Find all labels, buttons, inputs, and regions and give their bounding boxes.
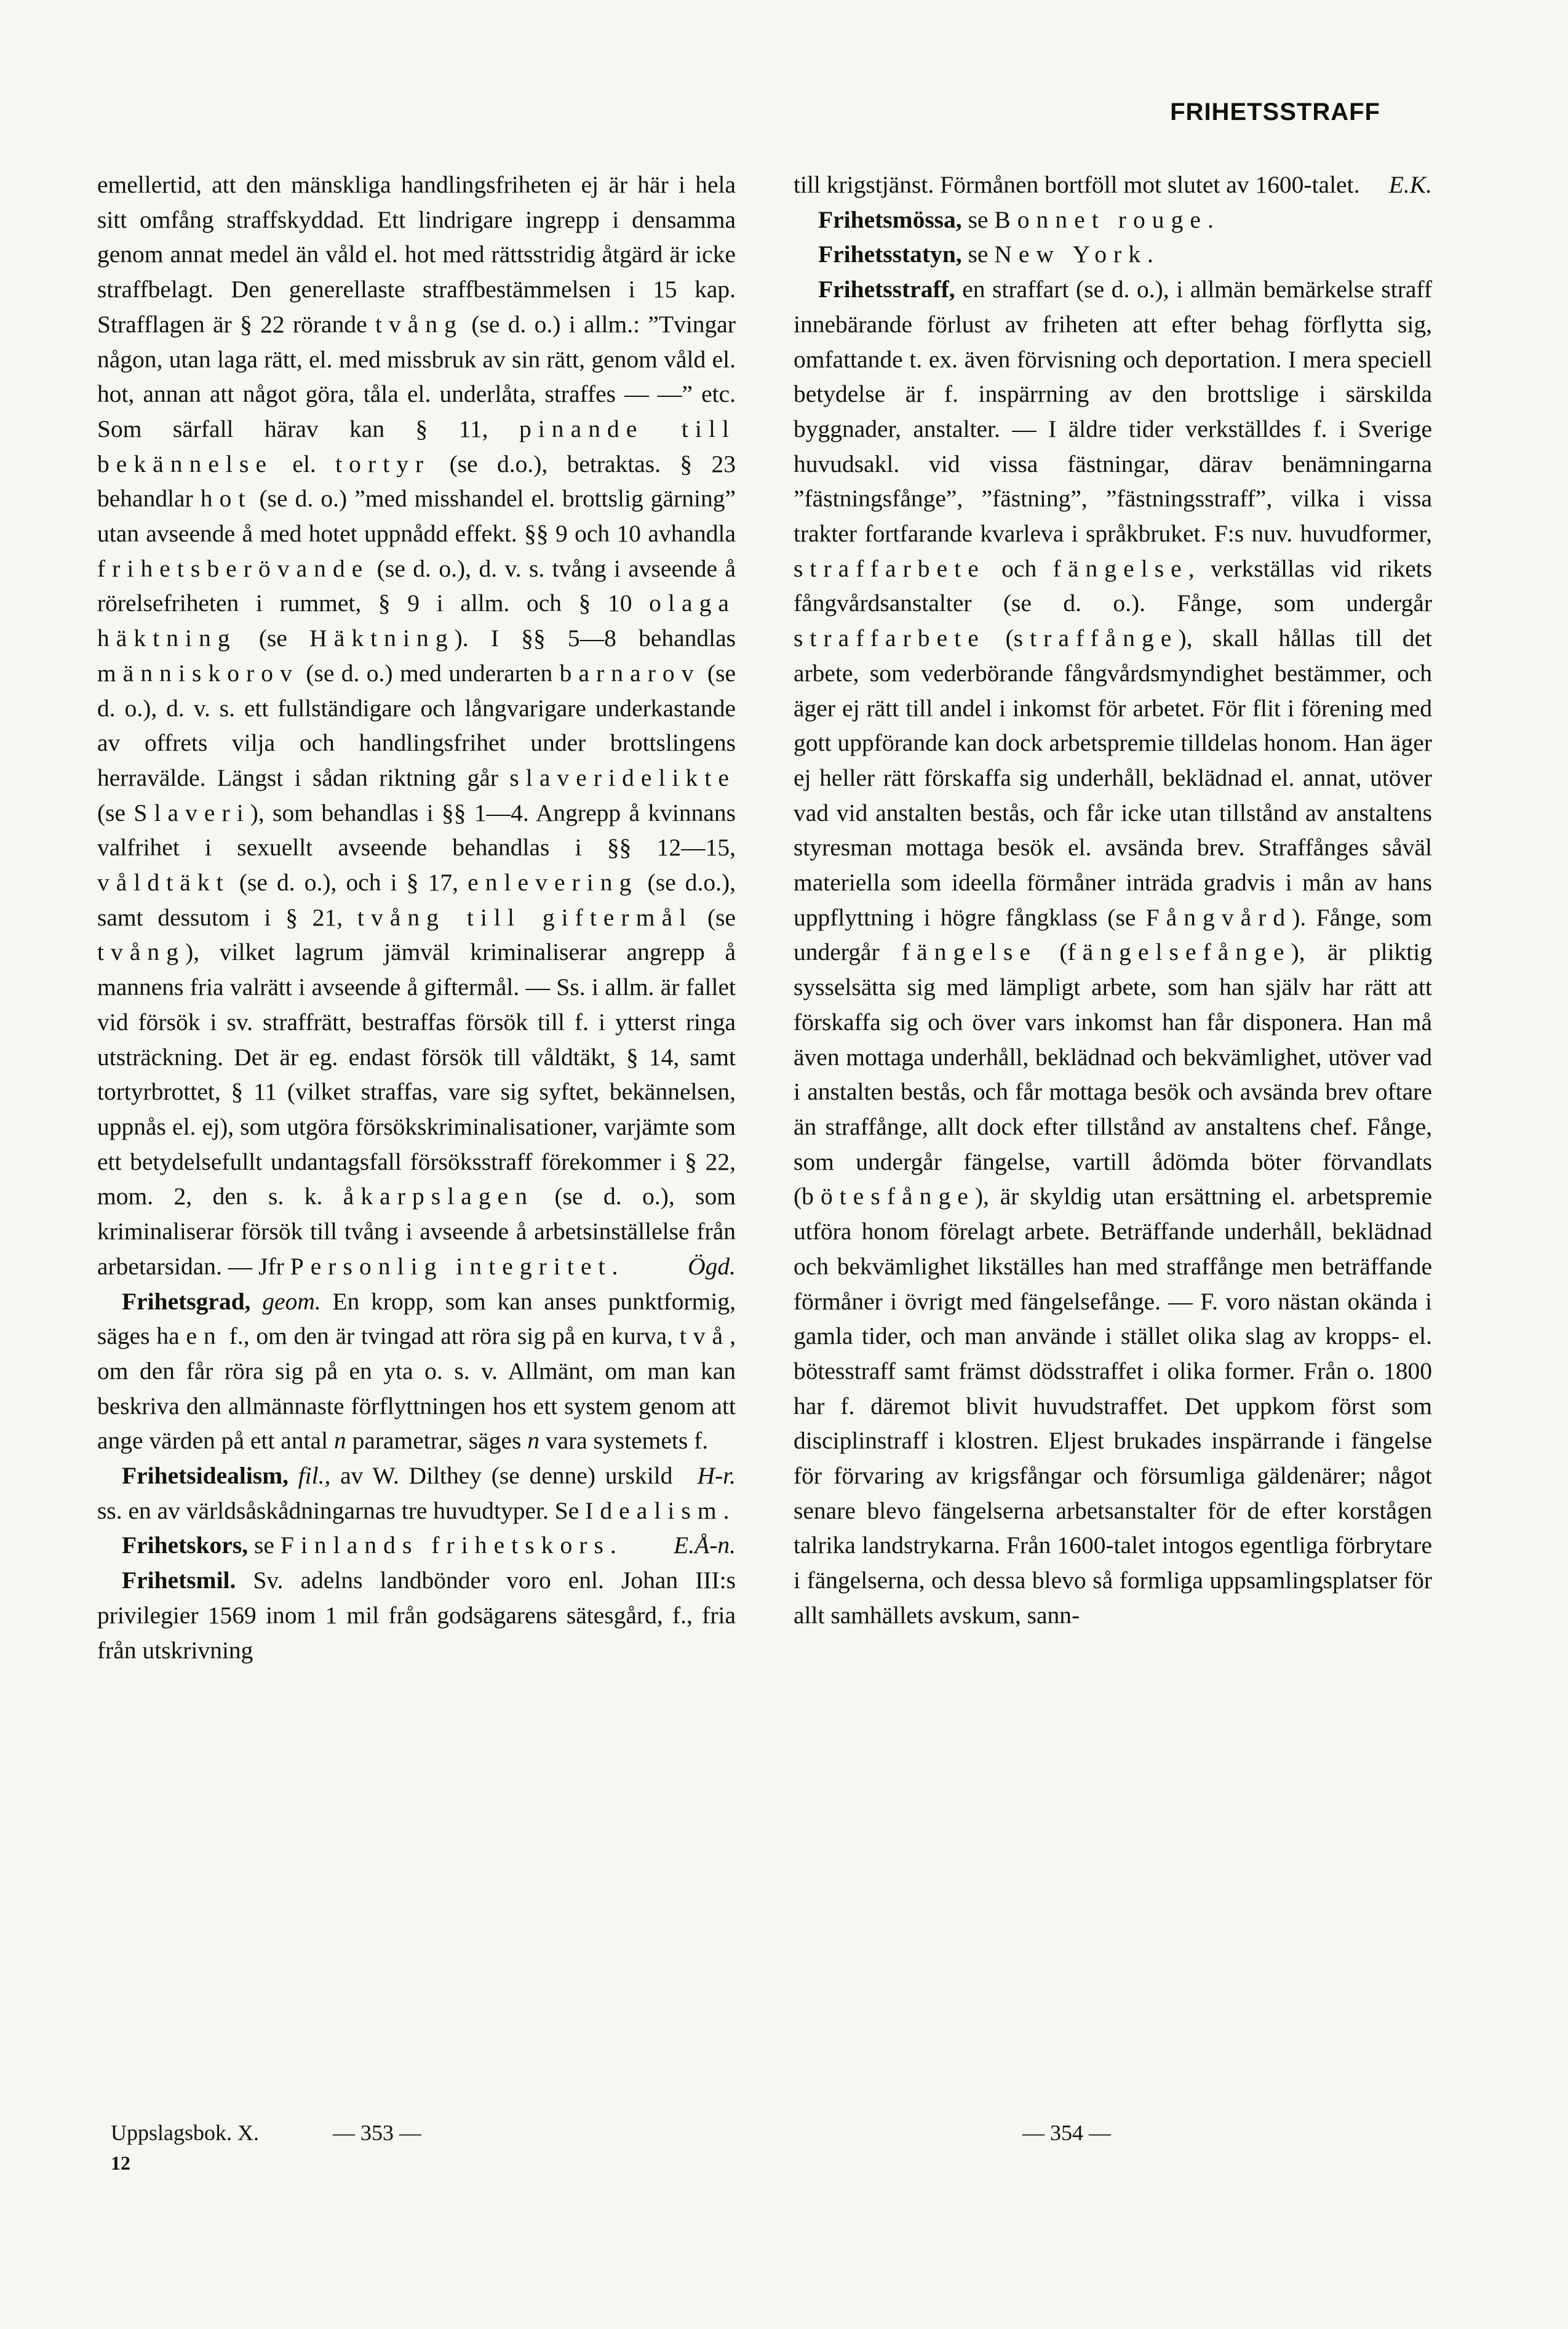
book-label: Uppslagsbok. X. bbox=[111, 2120, 259, 2145]
entry-headword: Frihetsmil. bbox=[122, 1567, 236, 1594]
entry-continuation: till krigstjänst. Förmånen bortföll mot slutet av 1600-talet. E.K. bbox=[794, 167, 1432, 202]
right-column bbox=[794, 167, 1432, 1633]
author-signature: E.Å-n. bbox=[674, 1532, 736, 1559]
entry-frihetsstraff: Frihetsstraff, en straffart (se d. o.), i allmän bemärkelse straff innebärande förlust av friheten att efter behag förflytta sig, omfattande t. ex. även förvisning och deportation. I mera speciell betydelse är f. inspärrning av den brottslige i särskilda byggnader, anstalter. — I äldre tider verkställdes f. i Sverige huvudsakl. vid vissa fästningar, därav benämningarna ”fästningsfånge”, ”fästning”, ”fästningsstraff”, vilka i vissa trakter fortfarande kvarleva i språkbruket. F:s nuv. huvudformer, straffarbete och fängelse, verkställas vid rikets fångvårdsanstalter (se d. o.). Fånge, som undergår straffarbete (straffånge), skall hållas till det arbete, som vederbörande fångvårdsmyndighet bestämmer, och äger ej rätt till andel i inkomst för arbetet. För flit i förening med gott uppförande kan dock arbetspremie tilldelas honom. Han äger ej heller rätt förskaffa sig underhåll, beklädnad el. annat, utöver vad vid anstalten bestås, och får icke utan tillstånd av anstaltens styresman mottaga besök el. avsända brev. Straffånges såväl materiella som ideella förmåner inträda gradvis i mån av hans uppflyttning i högre fångklass (se Fångvård). Fånge, som undergår fängelse (fängelsefånge), är pliktig sysselsätta sig med lämpligt arbete, som han själv har rätt att förskaffa sig och över vars inkomst han får disponera. Han må även mottaga underhåll, beklädnad och bekvämlighet, utöver vad i anstalten bestås, och får mottaga besök och avsända brev oftare än straffånge, allt dock efter tillstånd av anstaltens chef. Fånge, som undergår fängelse, vartill ådömda böter förvandlats (bötesfånge), är skyldig utan ersättning el. arbetspremie utföra honom förelagt arbete. Beträffande underhåll, beklädnad och bekvämlighet likställes han med straffånge men beträffande förmåner i övrigt med fängelsefånge. — F. voro nästan okända i gamla tider, och man använde i stället olika slag av kropps- el. bötesstraff samt främst dödsstraffet i olika former. Från o. 1800 har f. däremot blivit huvudstraffet. Det uppkom först som disciplinstraff i klostren. Eljest brukades inspärrande i fängelse för förvaring av krigsfångar och försumliga gäldenärer; något senare blevo fängelserna arbetsanstalter för de efter korstågen talrika landstrykarna. Från 1600-talet intogos egentliga förbrytare i fängelserna, och dessa blevo så formliga uppsamlingsplatser för allt samhällets avskum, sann- bbox=[794, 276, 1433, 1629]
entry-frihetskors: Frihetskors, se Finlands frihetskors. bbox=[122, 1532, 616, 1559]
entry-frihetsmil: Frihetsmil. Sv. adelns landbönder voro enl. Johan III:s privilegier 1569 inom 1 mil från godsägarens sätesgård, f., fria från utskrivning bbox=[97, 1567, 736, 1664]
page-number: — 354 — bbox=[1022, 2120, 1111, 2145]
author-signature: H-r. bbox=[697, 1462, 736, 1490]
entry-headword: Frihetskors, bbox=[122, 1532, 249, 1559]
entry-frihetsmossa: Frihetsmössa, se Bonnet rouge. bbox=[818, 206, 1214, 233]
entry-headword: Frihetsidealism, bbox=[122, 1462, 289, 1490]
author-signature: E.K. bbox=[1388, 171, 1432, 198]
entry-headword: Frihetsgrad, bbox=[122, 1287, 251, 1315]
entry-continuation: emellertid, att den mänskliga handlingsfriheten ej är här i hela sitt omfång straffskyddad. Ett lindrigare ingrepp i densamma genom annat medel än våld el. hot med rättsstridig åtgärd är icke straffbelagt. Den generellaste straffbestämmelsen i 15 kap. Strafflagen är § 22 rörande tvång (se d. o.) i allm.: ”Tvingar någon, utan laga rätt, el. med missbruk av sin rätt, genom våld el. hot, annan att något göra, tåla el. underlåta, straffes — —” etc. Som särfall härav kan § 11, pinande till bekännelse el. tortyr (se d.o.), betraktas. § 23 behandlar hot (se d. o.) ”med misshandel el. brottslig gärning” utan avseende å med hotet uppnådd effekt. §§ 9 och 10 avhandla frihetsberövande (se d. o.), d. v. s. tvång i avseende å rörelsefriheten i rummet, § 9 i allm. och § 10 olaga häktning (se Häktning). I §§ 5—8 behandlas människorov (se d. o.) med underarten barnarov (se d. o.), d. v. s. ett fullständigare och långvarigare underkastande av offrets vilja och handlingsfrihet under brottslingens herravälde. Längst i sådan riktning går slaveridelikte (se Slaveri), som behandlas i §§ 1—4. Angrepp å kvinnans valfrihet i sexuellt avseende behandlas i §§ 12—15, våldtäkt (se d. o.), och i § 17, enlevering (se d.o.), samt dessutom i § 21, tvång till giftermål (se tvång), vilket lagrum jämväl kriminaliserar angrepp å mannens fria valrätt i avseende å giftermål. — Ss. i allm. är fallet vid försök i sv. straffrätt, bestraffas försök till f. i ytterst ringa utsträckning. Det är eg. endast försök till våldtäkt, § 14, samt tortyrbrottet, § 11 (vilket straffas, vare sig syftet, bekännelsen, uppnås el. ej), som utgöra försökskriminalisationer, varjämte som ett betydelsefullt undantagsfall försöksstraff förekommer i § 22, mom. 2, den s. k. åkarpslagen (se d. o.), som kriminaliserar försök till tvång i avseende å arbetsinställelse från arbetarsidan. — Jfr Personlig integritet. Ögd. bbox=[97, 167, 736, 1284]
footer-left bbox=[111, 2120, 421, 2175]
entry-frihetsidealism: Frihetsidealism, fil., av W. Dilthey (se denne) urskild ss. en av världsåskådningarnas tre huvudtyper. Se Idealism. E.Å-n. bbox=[97, 1458, 736, 1528]
entry-headword: Frihetsmössa, bbox=[818, 206, 962, 233]
entry-headword: Frihetsstatyn, bbox=[818, 241, 962, 268]
author-signature: Ögd. bbox=[688, 1252, 736, 1280]
page-number: — 353 — bbox=[333, 2120, 421, 2145]
running-title: FRIHETSSTRAFF bbox=[1170, 98, 1380, 126]
left-column bbox=[97, 167, 736, 1668]
entry-frihetsgrad: Frihetsgrad, geom. En kropp, som kan anses punktformig, säges ha en f., om den är tvingad att röra sig på en kurva, två, om den får röra sig på en yta o. s. v. Allmänt, om man kan beskriva den allmännaste förflyttningen hos ett system genom att ange värden på ett antal n parametrar, säges n vara systemets f. H-r. bbox=[97, 1284, 736, 1459]
entry-headword: Frihetsstraff, bbox=[818, 276, 955, 303]
sheet-number: 12 bbox=[111, 2152, 130, 2174]
entry-frihetsstatyn: Frihetsstatyn, se New York. bbox=[818, 241, 1153, 268]
